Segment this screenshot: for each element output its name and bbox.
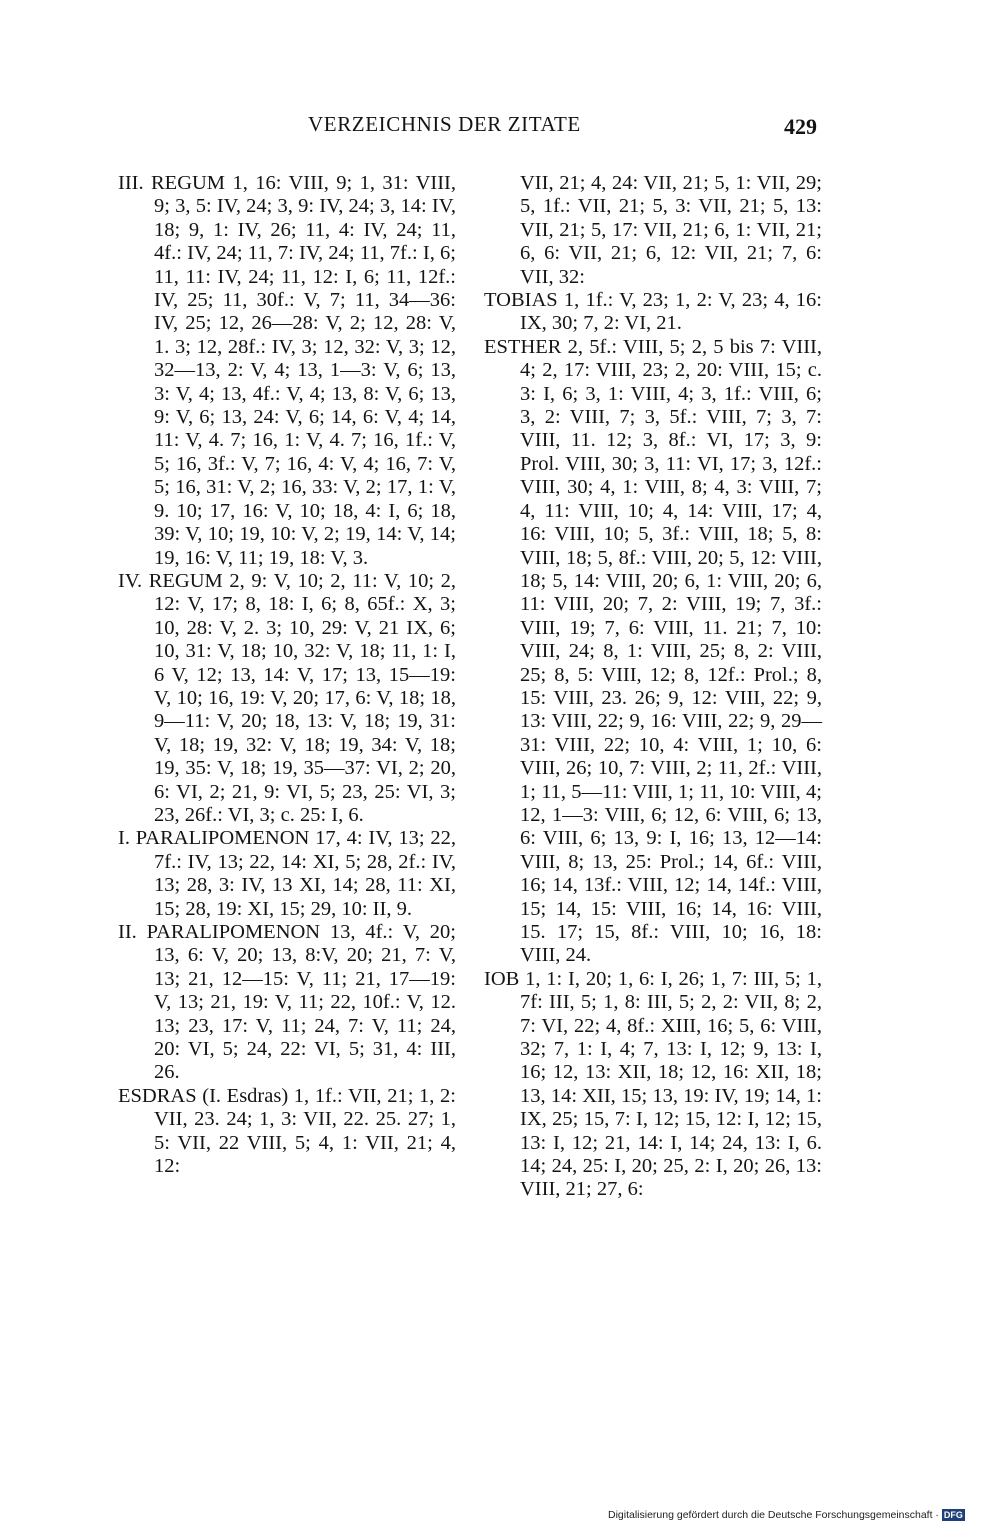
entry-refs: 2, 5f.: VIII, 5; 2, 5 bis 7: VIII, 4; 2, 17: VIII, 23; 2, 20: VIII, 15; c. 3: I, 6; 3, 1: VIII, 4; 3, 1f.: VIII, 6; 3, 2: VIII, 7; 3, 5f.: VIII, 7; 3, 7: VIII, 11. 12; 3, 8f.: VI, 17; 3, 9: Prol. VIII, 30; 3, 11: VI, 17; 3, 12f.: VIII, 30; 4, 1: VIII, 8; 4, 3: VIII, 7; 4, 11: VIII, 10; 4, 14: VIII, 17; 4, 16: VIII, 10; 5, 3f.: VIII, 18; 5, 8: VIII, 18; 5, 8f.: VIII, 20; 5, 12: VIII, 18; 5, 14: VIII, 20; 6, 1: VIII, 20; 6, 11: VIII, 20; 7, 2: VIII, 19; 7, 3f.: VIII, 19; 7, 6: VIII, 11. 21; 7, 10: VIII, 24; 8, 1: VIII, 25; 8, 2: VIII, 25; 8, 5: VIII, 12; 8, 12f.: Prol.; 8, 15: VIII, 23. 26; 9, 12: VIII, 22; 9, 13: VIII, 22; 9, 16: VIII, 22; 9, 29—31: VIII, 22; 10, 4: VIII, 1; 10, 6: VIII, 26; 10, 7: VIII, 2; 11, 2f.: VIII, 1; 11, 5—11: VIII, 1; 11, 10: VIII, 4; 12, 1—3: VIII, 6; 12, 6: VIII, 6; 13, 6: VIII, 6; 13, 9: I, 16; 13, 12—14: VIII, 8; 13, 25: Prol.; 14, 6f.: VIII, 16; 14, 13f.: VIII, 12; 14, 14f.: VIII, 15; 14, 15: VIII, 16; 14, 16: VIII, 15. 17; 15, 8f.: VIII, 10; 16, 18: VIII, 24. <box>520 335 823 967</box>
entry-title: IV. REGUM <box>118 569 223 592</box>
entry-title: ESTHER <box>484 335 562 358</box>
entry-refs: (I. Esdras) 1, 1f.: VII, 21; 1, 2: VII, 23. 24; 1, 3: VII, 22. 25. 27; 1, 5: VII, 22 VIII, 5; 4, 1: VII, 21; 4, 12: <box>154 1084 456 1178</box>
index-entry-iob <box>484 968 822 1202</box>
index-entry-iii-regum <box>118 172 456 570</box>
entry-title: I. PARALIPOMENON <box>118 827 310 850</box>
entry-refs: 1, 1f.: V, 23; 1, 2: V, 23; 4, 16: IX, 30; 7, 2: VI, 21. <box>520 289 823 335</box>
index-entry-esdras-continued <box>484 172 822 289</box>
entry-title: III. REGUM <box>118 172 226 194</box>
page-header <box>0 112 1000 146</box>
index-entry-esdras <box>118 1085 456 1179</box>
digitization-credit <box>608 1509 965 1521</box>
entry-refs: 2, 9: V, 10; 2, 11: V, 10; 2, 12: V, 17; 8, 18: I, 6; 8, 65f.: X, 3; 10, 28: V, 2. 3; 10, 29: V, 21 IX, 6; 10, 31: V, 18; 10, 32: V, 18; 11, 1: I, 6 V, 12; 13, 14: V, 17; 13, 15—19: V, 10; 16, 19: V, 20; 17, 6: V, 18; 18, 9—11: V, 20; 18, 13: V, 18; 19, 31: V, 18; 19, 32: V, 18; 19, 34: V, 18; 19, 35: V, 18; 19, 35—37: VI, 2; 20, 6: VI, 2; 21, 9: VI, 5; 23, 25: VI, 3; 23, 26f.: VI, 3; c. 25: I, 6. <box>154 569 457 826</box>
digitization-credit-text: Digitalisierung gefördert durch die Deutsche Forschungsgemeinschaft · <box>608 1509 939 1521</box>
running-title: VERZEICHNIS DER ZITATE <box>308 112 581 136</box>
entry-refs: 1, 1: I, 20; 1, 6: I, 26; 1, 7: III, 5; 1, 7f: III, 5; 1, 8: III, 5; 2, 2: VII, 8; 2, 7: VI, 22; 4, 8f.: XIII, 16; 5, 6: VIII, 32; 7, 1: I, 4; 7, 13: I, 12; 9, 13: I, 16; 12, 13: XII, 18; 12, 16: XII, 18; 13, 14: XII, 15; 13, 19: IV, 19; 14, 1: IX, 25; 15, 7: I, 12; 15, 12: I, 12; 15, 13: I, 12; 21, 14: I, 14; 24, 13: I, 6. 14; 24, 25: I, 20; 25, 2: I, 20; 26, 13: VIII, 21; 27, 6: <box>520 967 822 1201</box>
index-entry-iv-regum <box>118 570 456 827</box>
index-entry-i-paralipomenon <box>118 827 456 921</box>
index-entry-tobias <box>484 289 822 336</box>
dfg-logo: DFG <box>943 1510 963 1521</box>
entry-refs: 1, 16: VIII, 9; 1, 31: VIII, 9; 3, 5: IV, 24; 3, 9: IV, 24; 3, 14: IV, 18; 9, 1: IV, 26; 11, 4: IV, 24; 11, 4f.: IV, 24; 11, 7: IV, 24; 11, 7f.: I, 6; 11, 11: IV, 24; 11, 12: I, 6; 11, 12f.: IV, 25; 11, 30f.: V, 7; 11, 34—36: IV, 25; 12, 26—28: V, 2; 12, 28: V, 1. 3; 12, 28f.: IV, 3; 12, 32: V, 3; 12, 32—13, 2: V, 4; 13, 1—3: V, 6; 13, 3: V, 4; 13, 4f.: V, 4; 13, 8: V, 6; 13, 9: V, 6; 13, 24: V, 6; 14, 6: V, 4; 14, 11: V, 4. 7; 16, 1: V, 4. 7; 16, 1f.: V, 5; 16, 3f.: V, 7; 16, 4: V, 4; 16, 7: V, 5; 16, 31: V, 2; 16, 33: V, 2; 17, 1: V, 9. 10; 17, 16: V, 10; 18, 4: I, 6; 18, 39: V, 10; 19, 10: V, 2; 19, 14: V, 14; 19, 16: V, 11; 19, 18: V, 3. <box>154 172 457 569</box>
entry-title: TOBIAS <box>484 289 558 312</box>
entry-title: IOB <box>484 967 520 990</box>
right-column <box>484 172 822 1202</box>
entry-title: II. PARALIPOMENON <box>118 921 321 943</box>
left-column <box>118 172 456 1178</box>
entry-title: ESDRAS <box>118 1084 197 1107</box>
entry-refs: VII, 21; 4, 24: VII, 21; 5, 1: VII, 29; 5, 1f.: VII, 21; 5, 3: VII, 21; 5, 13: VII, 21; 5, 17: VII, 21; 6, 1: VII, 21; 6, 6: VII, 21; 6, 12: VII, 21; 7, 6: VII, 32: <box>520 172 822 288</box>
index-entry-ii-paralipomenon <box>118 921 456 1085</box>
page-number: 429 <box>784 114 817 139</box>
entry-refs: 17, 4: IV, 13; 22, 7f.: IV, 13; 22, 14: XI, 5; 28, 2f.: IV, 13; 28, 3: IV, 13 XI, 14; 28, 11: XI, 15; 28, 19: XI, 15; 29, 10: II, 9. <box>154 827 456 920</box>
entry-refs: 13, 4f.: V, 20; 13, 6: V, 20; 13, 8:V, 20; 21, 7: V, 13; 21, 12—15: V, 11; 21, 17—19: V, 13; 21, 19: V, 11; 22, 10f.: V, 12. 13; 23, 17: V, 11; 24, 7: V, 11; 24, 20: VI, 5; 24, 22: VI, 5; 31, 4: III, 26. <box>154 921 456 1084</box>
index-entry-esther <box>484 336 822 968</box>
